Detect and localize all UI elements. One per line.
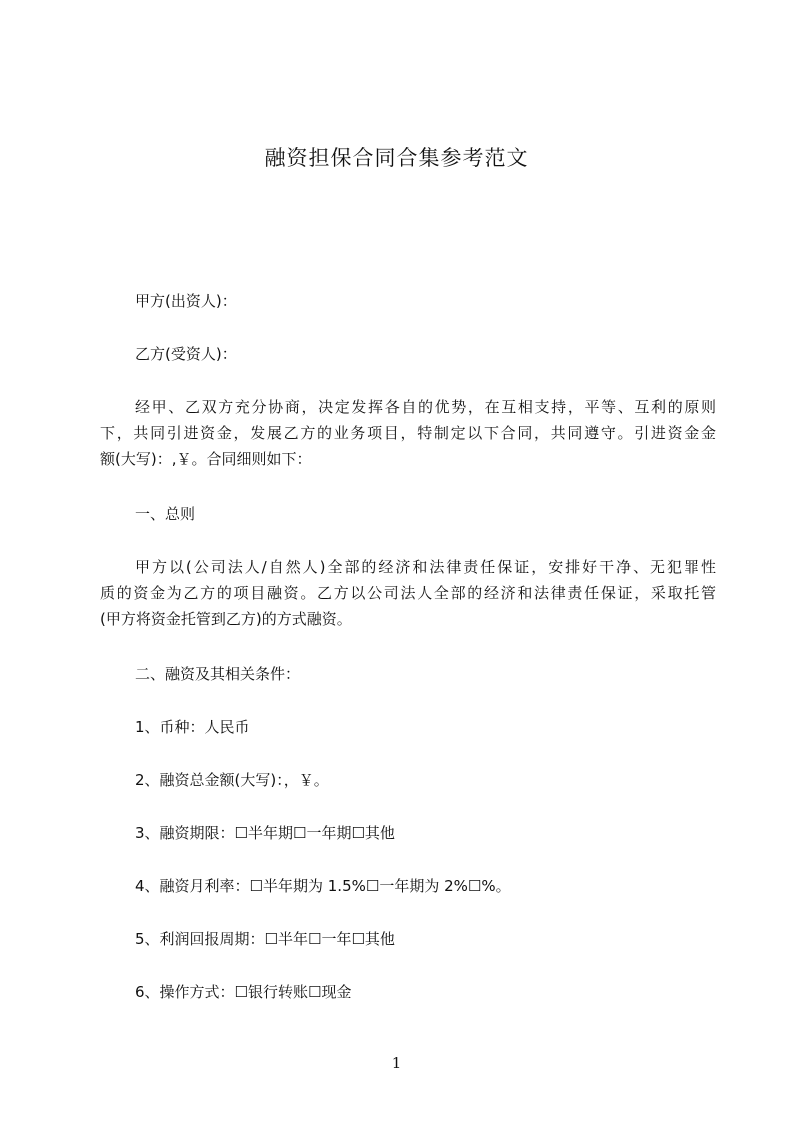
document-title: 融资担保合同合集参考范文 — [264, 146, 529, 170]
intro-line: 下，共同引进资金，发展乙方的业务项目，特制定以下合同，共同遵守。引进资金金 — [100, 424, 716, 442]
section-1-paragraph — [100, 554, 716, 632]
section-2-heading: 二、融资及其相关条件： — [135, 665, 301, 683]
page-number: 1 — [391, 1054, 402, 1072]
list-item: 4、融资月利率：☐半年期为 1.5%☐一年期为 2%☐%。 — [135, 877, 511, 895]
party-a-label: 甲方(出资人)： — [135, 292, 237, 310]
section-1-heading: 一、总则 — [135, 505, 196, 523]
list-item: 2、融资总金额(大写)：，￥。 — [135, 771, 329, 789]
list-item: 1、币种：人民币 — [135, 718, 250, 736]
intro-line: 经甲、乙双方充分协商，决定发挥各自的优势，在互相支持，平等、互利的原则 — [135, 398, 716, 416]
list-item: 6、操作方式：☐银行转账☐现金 — [135, 983, 352, 1001]
section-1-line: 甲方以(公司法人/自然人)全部的经济和法律责任保证，安排好干净、无犯罪性 — [135, 558, 716, 576]
party-b-label: 乙方(受资人)： — [135, 345, 237, 363]
section-1-line: (甲方将资金托管到乙方)的方式融资。 — [100, 610, 352, 628]
intro-line: 额(大写)：,￥。合同细则如下： — [100, 450, 312, 468]
section-1-line: 质的资金为乙方的项目融资。乙方以公司法人全部的经济和法律责任保证，采取托管 — [100, 584, 716, 602]
intro-paragraph — [100, 394, 716, 472]
list-item: 3、融资期限：☐半年期☐一年期☐其他 — [135, 824, 395, 842]
list-item: 5、利润回报周期：☐半年☐一年☐其他 — [135, 930, 395, 948]
